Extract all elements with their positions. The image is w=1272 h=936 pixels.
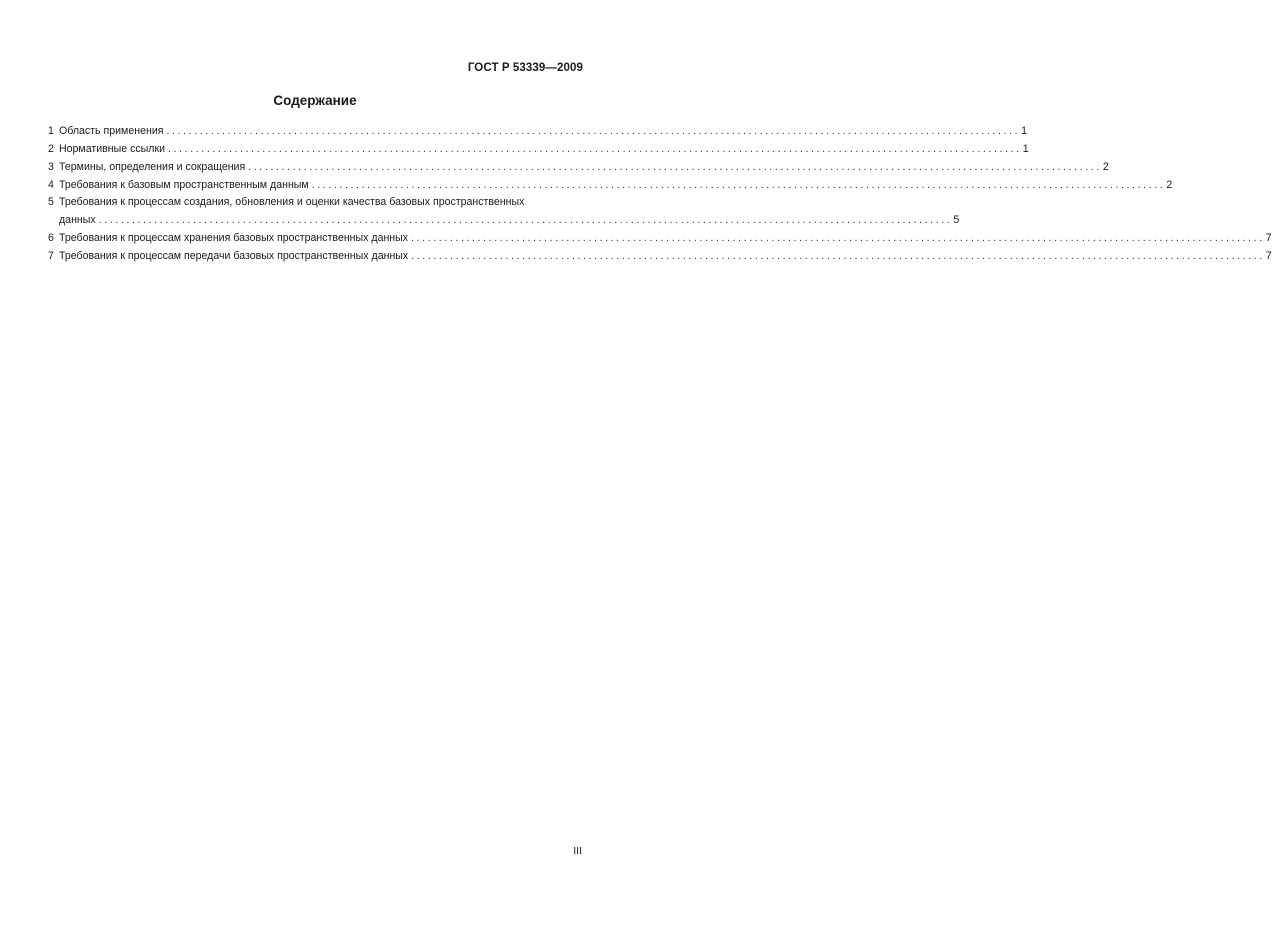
page-number: III <box>573 845 582 857</box>
toc-entry-page: 1 <box>1021 125 1028 137</box>
toc-entry-label: Область применения <box>59 125 164 137</box>
toc-entry-number: 2 <box>48 143 54 155</box>
toc-entry-number: 6 <box>48 232 54 244</box>
toc-entry[interactable] <box>48 176 1173 194</box>
toc-entry-page: 7 <box>1265 250 1272 262</box>
toc-entry[interactable] <box>48 140 1029 158</box>
dot-leader: .......................................................................................................................................................... <box>311 179 1166 191</box>
toc-entry[interactable] <box>48 247 1272 265</box>
toc-entry-continuation <box>48 211 960 229</box>
toc-entry-label: Требования к процессам передачи базовых пространственных данных <box>59 250 409 262</box>
toc-entry[interactable] <box>48 158 1109 176</box>
dot-leader: .......................................................................................................................................................... <box>411 250 1265 262</box>
toc-entry-multiline[interactable] <box>48 194 960 229</box>
table-of-contents <box>48 122 1272 265</box>
toc-entry[interactable] <box>48 122 1028 140</box>
toc-entry-page: 2 <box>1102 161 1109 173</box>
toc-entry-page: 7 <box>1265 232 1272 244</box>
toc-entry-number: 7 <box>48 250 54 262</box>
toc-entry-label: Требования к процессам создания, обновления и оценки качества базовых пространственных <box>59 196 525 208</box>
dot-leader: .......................................................................................................................................................... <box>411 232 1265 244</box>
toc-entry-label-continuation: данных <box>59 214 96 226</box>
dot-leader: .......................................................................................................................................................... <box>98 214 953 226</box>
dot-leader: .......................................................................................................................................................... <box>248 161 1102 173</box>
toc-entry-label: Требования к процессам хранения базовых пространственных данных <box>59 232 409 244</box>
toc-entry-label: Требования к базовым пространственным данным <box>59 179 309 191</box>
toc-entry-label: Термины, определения и сокращения <box>59 161 246 173</box>
dot-leader: .......................................................................................................................................................... <box>168 143 1022 155</box>
toc-entry-number: 5 <box>48 196 54 208</box>
toc-entry-page: 1 <box>1022 143 1029 155</box>
toc-entry-first-line <box>48 194 575 211</box>
toc-entry-number: 1 <box>48 125 54 137</box>
toc-entry[interactable] <box>48 229 1272 247</box>
dot-leader: .......................................................................................................................................................... <box>166 125 1021 137</box>
document-code: ГОСТ Р 53339—2009 <box>467 62 583 74</box>
toc-entry-number: 4 <box>48 179 54 191</box>
toc-title: Содержание <box>273 93 357 108</box>
toc-entry-label: Нормативные ссылки <box>59 143 166 155</box>
toc-entry-number: 3 <box>48 161 54 173</box>
toc-entry-page: 5 <box>953 214 960 226</box>
toc-entry-page: 2 <box>1166 179 1173 191</box>
